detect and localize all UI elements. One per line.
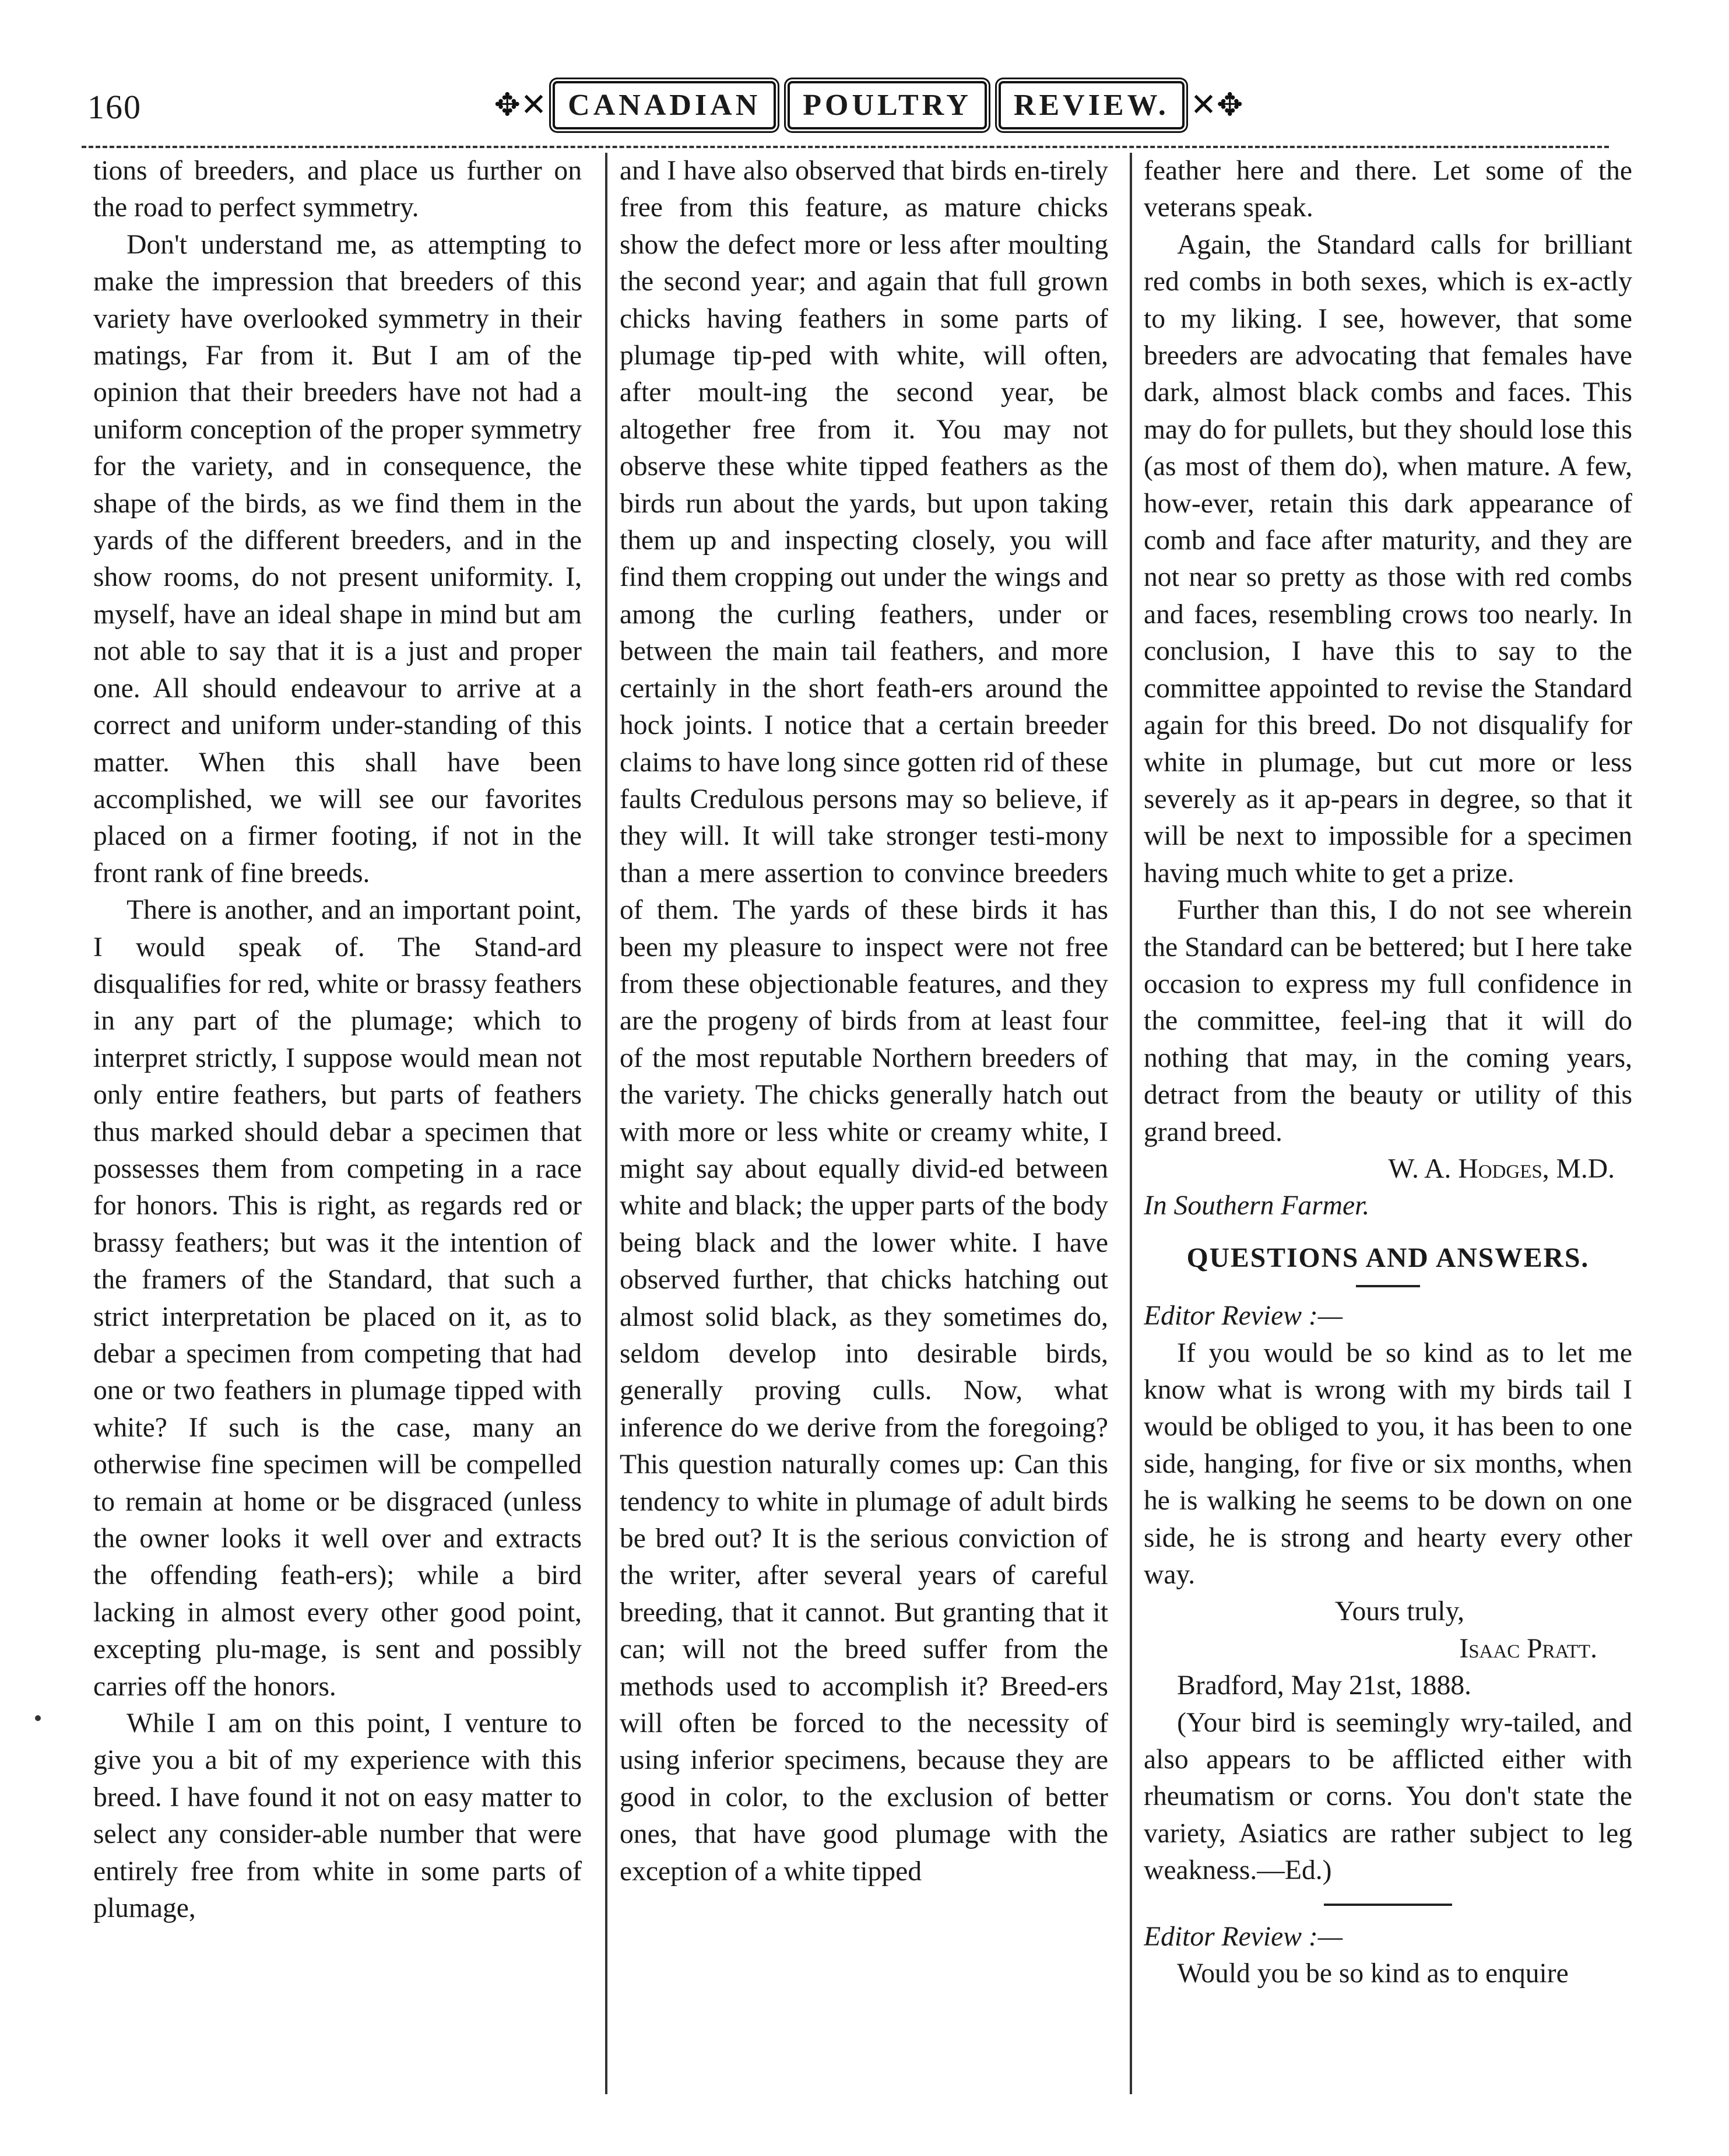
column1-paragraph: tions of breeders, and place us further on the road to perfect symmetry. — [93, 156, 582, 223]
qa-rule — [1356, 1285, 1420, 1287]
letter1-body: If you would be so kind as to let me know what is wrong with my birds tail I would be obliged to you, it has been to one side, hanging, for five or six months, when he is walking he seems to be down on one side, he is strong and hearty every other way. — [1144, 1337, 1632, 1590]
column1-paragraph: There is another, and an important point, I would speak of. The Stand-ard disqualifies for red, white or brassy feathers in any part of the plumage; which to interpret strictly, I suppose would mean not only entire feathers, but parts of feathers thus marked should debar a specimen that possesses them from competing in a race for honors. This is right, as regards red or brassy feathers; but was it the intention of the framers of the Standard, that such a strict interpretation be placed on it, as to debar a specimen from competing that had one or two feathers in plumage tipped with white? If such is the case, many an otherwise fine specimen will be compelled to remain at home or be disgraced (unless the owner looks it well over and extracts the offending feath-ers); while a bird lacking in almost every other good point, excepting plu-mage, is sent and possibly carries off the honors. — [93, 895, 582, 1702]
letter2-body: Would you be so kind as to enquire — [1177, 1958, 1569, 1989]
ornament-right-icon: ✕✥ — [1190, 87, 1243, 122]
column2-paragraph: and I have also observed that birds en-tirely free from this feature, as mature chicks show the defect more or less after moulting the second year; and again that full grown chicks having feathers in some parts of plumage tip-ped with white, will often, after moult-ing the second year, be altogether free from it. You may not observe these white tipped feathers as the birds run about the yards, but upon taking them up and inspecting closely, you will find them cropping out under the wings and among the curling feathers, under or between the main tail feathers, and more certainly in the short feath-ers around the hock joints. I notice that a certain breeder claims to have long since gotten rid of these faults Credulous persons may so believe, if they will. It will take stronger testi-mony than a mere assertion to convince breeders of them. The yards of these birds it has been my pleasure to inspect were not free from these objectionable features, and they are the progeny of birds from at least four of the most reputable Northern breeders of the variety. The chicks generally hatch out with more or less white or creamy white, I might say about equally divid-ed between white and black; the upper parts of the body being black and the lower white. I have observed further, that chicks hatching out almost solid black, as they sometimes do, seldom develop into desirable birds, generally proving culls. Now, what inference do we derive from the foregoing? This question naturally comes up: Can this tendency to white in plumage of adult birds be bred out? It is the serious conviction of the writer, after several years of careful breeding, that it cannot. But granting that it can; will not the breed suffer from the methods used to accomplish it? Breed-ers will often be forced to the necessity of using inferior specimens, because they are good in color, to the exclusion of better ones, that have good plumage with the exception of a white tipped — [620, 156, 1108, 1887]
author-signature: W. A. Hodges, M.D. — [1388, 1153, 1615, 1184]
column-1 — [93, 153, 582, 2094]
letter-separator — [1324, 1904, 1452, 1906]
ornament-left-icon: ✥✕ — [494, 87, 547, 122]
column-3 — [1144, 153, 1632, 2094]
column1-paragraph: Don't understand me, as attempting to make the impression that breeders of this variety have overlooked symmetry in their matings, Far from it. But I am of the opinion that their breeders have not had a uniform conception of the proper symmetry for the variety, and in consequence, the shape of the birds, as we find them in the yards of the different breeders, and in the show rooms, do not present uniformity. I, myself, have an ideal shape in mind but am not able to say that it is a just and proper one. All should endeavour to arrive at a correct and uniform under-standing of this matter. When this shall have been accomplished, we will see our favorites placed on a firmer footing, if not in the front rank of fine breeds. — [93, 229, 582, 889]
letter1-dateline: Bradford, May 21st, 1888. — [1177, 1670, 1472, 1701]
article-source: In Southern Farmer. — [1144, 1191, 1370, 1221]
column-rule-2 — [1130, 153, 1132, 2094]
header-rule — [82, 146, 1609, 148]
column-2 — [620, 153, 1108, 2094]
article-end-paragraph: Further than this, I do not see wherein the Standard can be bettered; but I here take occasion to express my full confidence in the committee, feel-ing that it will do nothing that may, in the coming years, detract from the beauty or utility of this grand breed. — [1144, 895, 1632, 1147]
stray-mark — [35, 1715, 41, 1721]
letter1-name: Isaac Pratt. — [1459, 1633, 1597, 1664]
masthead — [494, 70, 1243, 140]
column-rule-1 — [605, 153, 607, 2094]
article-end-paragraph: Again, the Standard calls for brilliant red combs in both sexes, which is ex-actly to my liking. I see, however, that some breeders are advocating that females have dark, almost black combs and faces. This may do for pullets, but they should lose this (as most of them do), when mature. A few, how-ever, retain this dark appearance of comb and face after maturity, and they are not near so pretty as those with red combs and faces, resembling crows too nearly. In conclusion, I have this to say to the committee appointed to revise the Standard again for this breed. Do not disqualify for white in plumage, but cut more or less severely as it ap-pears in degree, so that it will be next to impossible for a specimen having much white to get a prize. — [1144, 229, 1632, 889]
article-end-paragraph: feather here and there. Let some of the veterans speak. — [1144, 156, 1632, 223]
qa-heading: QUESTIONS AND ANSWERS. — [1186, 1242, 1590, 1273]
letter1-reply: (Your bird is seemingly wry-tailed, and also appears to be afflicted either with rheumatism or corns. You don't state the variety, Asiatics are rather subject to leg weakness.—Ed.) — [1144, 1707, 1632, 1886]
letter1-salutation: Editor Review :— — [1144, 1301, 1343, 1332]
letter2-salutation: Editor Review :— — [1144, 1921, 1343, 1952]
page-number: 160 — [87, 88, 142, 126]
masthead-word-2: POULTRY — [788, 81, 987, 129]
masthead-word-3: REVIEW. — [999, 81, 1185, 129]
letter1-closing: Yours truly, — [1334, 1596, 1465, 1627]
masthead-word-1: CANADIAN — [553, 81, 776, 129]
article-conclusion — [1144, 153, 1632, 1151]
column1-paragraph: While I am on this point, I venture to give you a bit of my experience with this breed. I have found it not on easy matter to select any consider-able number that were entirely free from white in some parts of plumage, — [93, 1708, 582, 1924]
